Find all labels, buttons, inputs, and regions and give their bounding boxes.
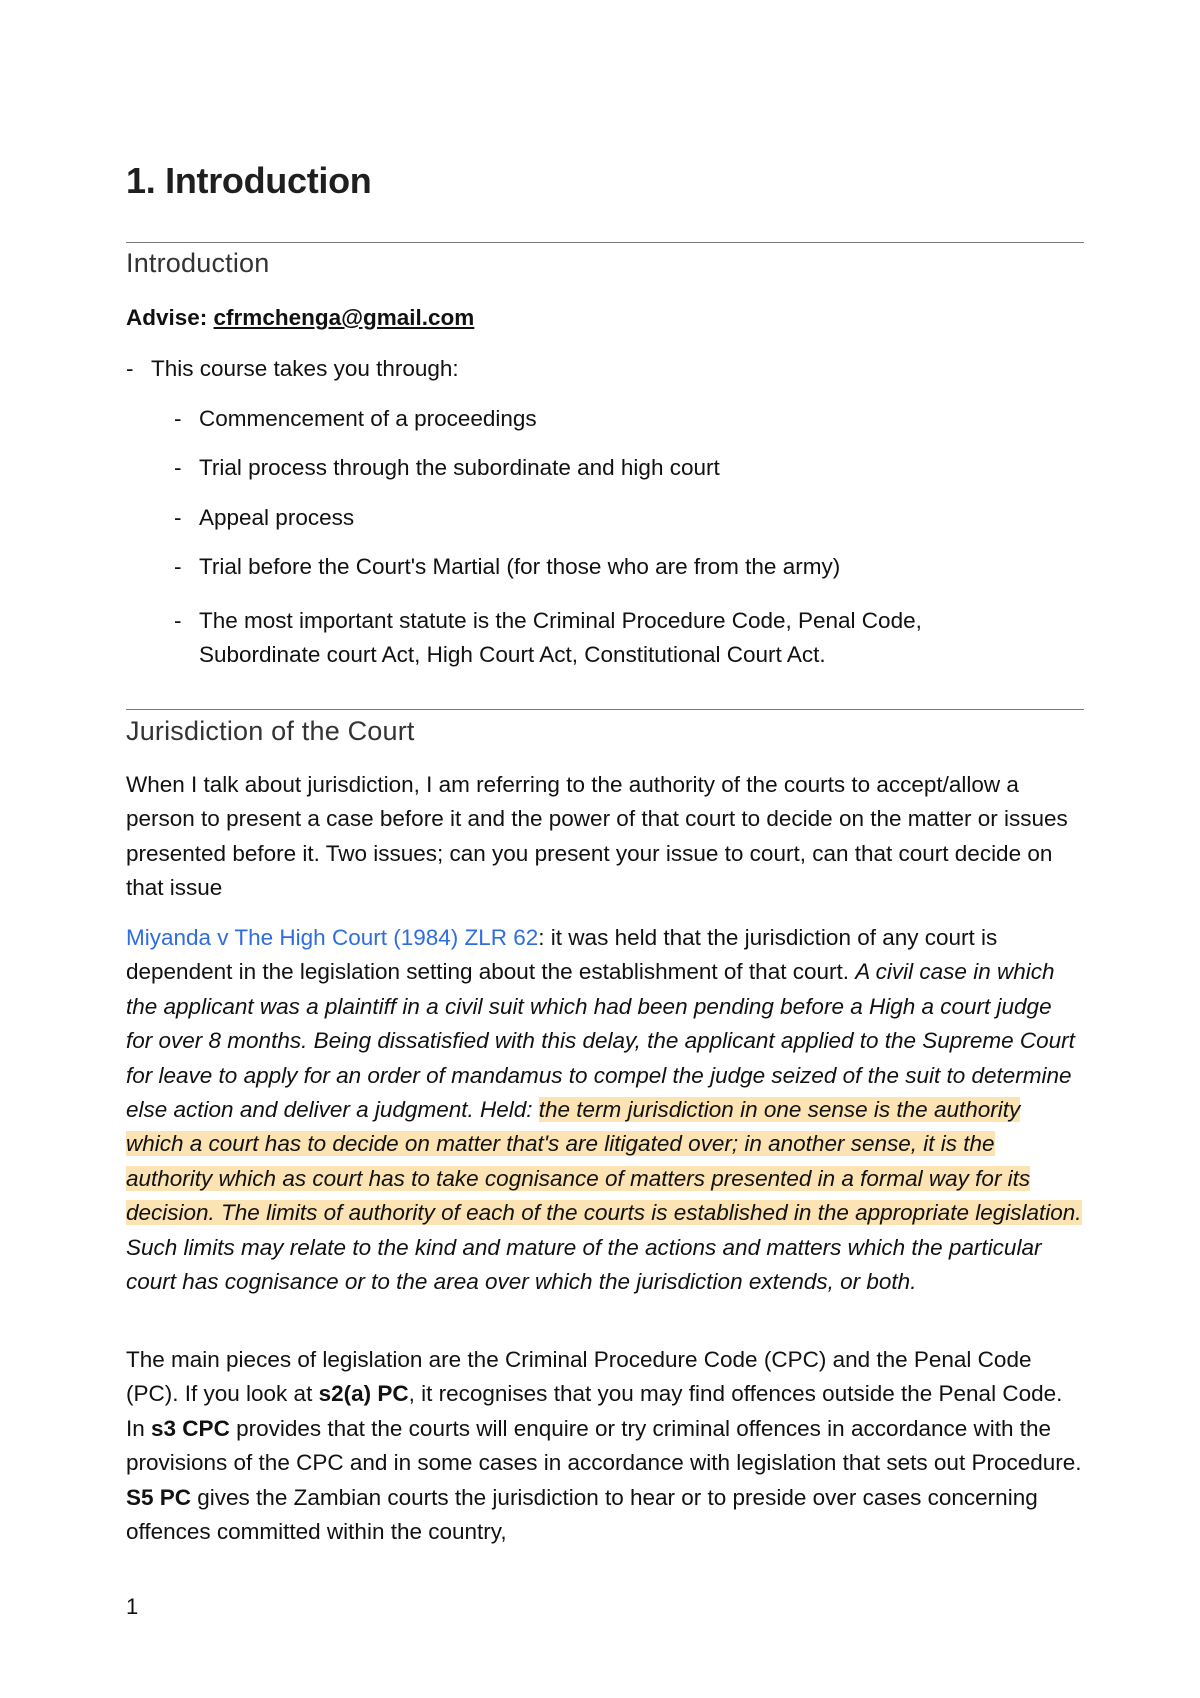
list-item (174, 406, 537, 432)
statute-line-2: Subordinate court Act, High Court Act, Constitutional Court Act. (199, 642, 826, 668)
list-item-text: Trial before the Court's Martial (for those who are from the army) (199, 554, 841, 579)
list-item-text: This course takes you through: (151, 356, 459, 381)
case-summary-italic: A civil case in which the applicant was a plaintiff in a civil suit which had been pending before a High a court judge for over 8 months. Being dissatisfied with this delay, the applicant applied to the Supreme Court for leave to apply for an order of mandamus to compel the judge seized of the suit to determine else action and deliver a judgment. Held: (126, 959, 1075, 1123)
list-item-text: Commencement of a proceedings (199, 406, 537, 431)
legislation-paragraph (126, 1343, 1084, 1549)
section-heading-introduction: Introduction (126, 248, 270, 278)
statute-line-1: The most important statute is the Criminal Procedure Code, Penal Code, (199, 608, 922, 633)
legislation-text: gives the Zambian courts the jurisdiction to hear or to preside over cases concerning offences committed within the country, (126, 1484, 1038, 1545)
advise-label: Advise: (126, 305, 208, 330)
case-citation-link[interactable]: Miyanda v The High Court (1984) ZLR 62 (126, 925, 539, 950)
jurisdiction-paragraph: When I talk about jurisdiction, I am referring to the authority of the courts to accept/allow a person to present a case before it and the power of that court to decide on the matter or issues presented before it. Two issues; can you present your issue to court, can that court decide on that issue (126, 772, 1068, 901)
page-title: 1. Introduction (126, 160, 372, 201)
legislation-text: , it recognises that you may find offences outside the Penal Code. In (126, 1381, 1063, 1441)
page-number: 1 (126, 1594, 139, 1619)
list-item (174, 554, 840, 580)
list-item-text: Trial process through the subordinate and high court (199, 455, 720, 480)
legislation-text: The main pieces of legislation are the Criminal Procedure Code (CPC) and the Penal Code (PC). If you look at (126, 1347, 1032, 1407)
list-item (174, 604, 922, 673)
section-divider (126, 242, 1084, 243)
advise-line (126, 305, 474, 331)
list-item-text (199, 604, 922, 673)
legislation-text: provides that the courts will enquire or try criminal offences in accordance with the provisions of the CPC and in some cases in accordance with legislation that sets out Procedure. (126, 1415, 1082, 1476)
section-heading-jurisdiction: Jurisdiction of the Court (126, 716, 415, 746)
section-divider (126, 709, 1084, 710)
case-paragraph (126, 921, 1084, 1299)
section-ref-s5-pc: S5 PC (126, 1484, 192, 1510)
case-text: : it was held that the jurisdiction of any court is dependent in the legislation setting about the establishment of that court. (126, 925, 998, 985)
list-item-text: Appeal process (199, 505, 355, 530)
bullet-dash: - (174, 505, 182, 530)
advise-email-link[interactable]: cfrmchenga@gmail.com (213, 305, 475, 330)
list-item (174, 455, 720, 481)
bullet-dash: - (174, 455, 182, 480)
bullet-dash: - (174, 554, 182, 579)
section-ref-s2a-pc: s2(a) PC (318, 1381, 409, 1407)
bullet-dash: - (174, 608, 182, 633)
case-highlight: the term jurisdiction in one sense is the authority which a court has to decide on matter that's are litigated over; in another sense, it is the authority which as court has to take cognisance of matters presented in a formal way for its decision. The limits of authority of each of the courts is established in the appropriate legislation. (126, 1097, 1082, 1226)
bullet-dash: - (174, 406, 182, 431)
list-item (174, 505, 354, 531)
list-item (126, 356, 459, 382)
case-summary-end: Such limits may relate to the kind and mature of the actions and matters which the particular court has cognisance or to the area over which the jurisdiction extends, or both. (126, 1234, 1042, 1295)
bullet-dash: - (126, 356, 134, 381)
section-ref-s3-cpc: s3 CPC (151, 1415, 230, 1441)
